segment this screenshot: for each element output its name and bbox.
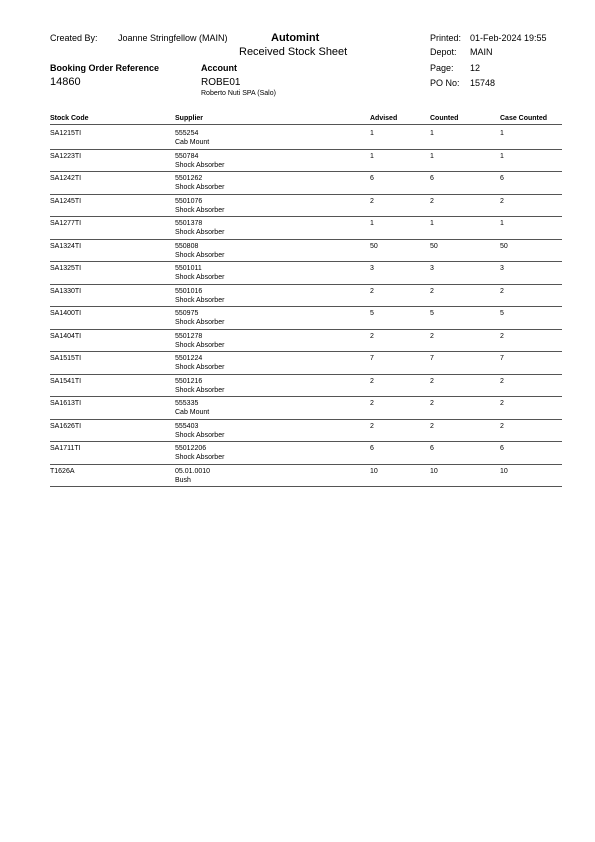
stock-code: SA1626TI <box>50 422 82 430</box>
part-description: Shock Absorber <box>175 206 225 214</box>
counted-qty: 2 <box>430 400 434 407</box>
table-row <box>50 397 562 420</box>
advised-qty: 7 <box>370 355 374 362</box>
col-header-supplier: Supplier <box>175 115 204 122</box>
part-description: Shock Absorber <box>175 296 225 304</box>
part-description: Shock Absorber <box>175 251 225 259</box>
stock-code: SA1242TI <box>50 175 82 182</box>
counted-qty: 1 <box>430 130 434 137</box>
depot-label: Depot: <box>430 47 457 57</box>
po-label: PO No: <box>430 78 460 88</box>
part-description: Shock Absorber <box>175 364 225 371</box>
stock-code: SA1711TI <box>50 445 81 452</box>
part-description: Bush <box>175 476 191 484</box>
printed-label: Printed: <box>430 33 462 43</box>
company-name: Automint <box>271 32 320 44</box>
depot-value: MAIN <box>470 47 493 57</box>
account-name: Roberto Nuti SPA (Salo) <box>201 90 276 97</box>
table-row <box>50 150 562 173</box>
part-description: Shock Absorber <box>175 386 225 394</box>
stock-code: SA1277TI <box>50 220 82 227</box>
table-row <box>50 262 562 285</box>
account-label: Account <box>201 63 237 73</box>
case-counted-qty: 50 <box>500 242 508 250</box>
case-counted-qty: 6 <box>500 175 504 182</box>
supplier-code: 5501378 <box>175 220 203 227</box>
advised-qty: 2 <box>370 197 374 205</box>
table-row <box>50 420 562 443</box>
table-row <box>50 465 562 488</box>
counted-qty: 6 <box>430 175 434 182</box>
case-counted-qty: 1 <box>500 220 504 227</box>
advised-qty: 10 <box>370 467 378 475</box>
stock-code: SA1245TI <box>50 197 82 205</box>
po-value: 15748 <box>470 78 496 88</box>
advised-qty: 6 <box>370 175 374 182</box>
part-description: Shock Absorber <box>175 341 225 349</box>
advised-qty: 3 <box>370 265 374 272</box>
advised-qty: 2 <box>370 287 374 295</box>
supplier-code: 555254 <box>175 130 199 137</box>
stock-code: SA1215TI <box>50 130 82 137</box>
part-description: Shock Absorber <box>175 454 225 461</box>
part-description: Shock Absorber <box>175 274 225 281</box>
account-value: ROBE01 <box>201 77 241 88</box>
case-counted-qty: 10 <box>500 467 508 475</box>
advised-qty: 1 <box>370 130 374 137</box>
part-description: Shock Absorber <box>175 161 225 169</box>
case-counted-qty: 7 <box>500 355 504 362</box>
part-description: Shock Absorber <box>175 229 225 236</box>
table-row <box>50 240 562 263</box>
part-description: Cab Mount <box>175 139 210 146</box>
case-counted-qty: 2 <box>500 197 504 205</box>
counted-qty: 2 <box>430 287 434 295</box>
col-header-advised: Advised <box>370 115 398 122</box>
advised-qty: 1 <box>370 220 374 227</box>
col-header-case-counted: Case Counted <box>500 115 548 122</box>
supplier-code: 5501224 <box>175 355 203 362</box>
counted-qty: 50 <box>430 242 438 250</box>
stock-code: SA1541TI <box>50 377 82 385</box>
advised-qty: 5 <box>370 310 374 317</box>
supplier-code: 5501011 <box>175 265 202 272</box>
supplier-cell <box>175 422 224 440</box>
report-title: Received Stock Sheet <box>239 46 348 58</box>
counted-qty: 2 <box>430 197 434 205</box>
table-row <box>50 442 562 465</box>
case-counted-qty: 3 <box>500 265 504 272</box>
case-counted-qty: 2 <box>500 287 504 295</box>
stock-code: SA1515TI <box>50 355 82 362</box>
case-counted-qty: 2 <box>500 422 504 430</box>
supplier-code: 555335 <box>175 400 199 407</box>
table-row <box>50 195 562 218</box>
counted-qty: 2 <box>430 422 434 430</box>
counted-qty: 7 <box>430 355 434 362</box>
supplier-cell <box>175 332 224 350</box>
stock-code: SA1400TI <box>50 310 82 317</box>
created-by-value: Joanne Stringfellow (MAIN) <box>118 33 228 43</box>
supplier-cell <box>175 309 224 327</box>
stock-table-body <box>50 127 562 487</box>
case-counted-qty: 1 <box>500 152 504 160</box>
advised-qty: 1 <box>370 152 374 160</box>
header-divider <box>50 124 562 125</box>
advised-qty: 2 <box>370 332 374 340</box>
stock-code: SA1223TI <box>50 152 82 160</box>
printed-value: 01-Feb-2024 19:55 <box>470 33 547 43</box>
supplier-code: 5501076 <box>175 197 203 205</box>
case-counted-qty: 1 <box>500 130 504 137</box>
supplier-cell <box>175 174 224 192</box>
supplier-cell <box>175 152 224 170</box>
table-row <box>50 307 562 330</box>
supplier-cell <box>175 129 209 147</box>
supplier-code: 550784 <box>175 152 199 160</box>
table-row <box>50 285 562 308</box>
supplier-code: 550975 <box>175 310 199 317</box>
supplier-code: 550808 <box>175 242 199 250</box>
part-description: Shock Absorber <box>175 319 225 326</box>
stock-code: SA1330TI <box>50 287 82 295</box>
supplier-cell <box>175 399 209 417</box>
supplier-cell <box>175 197 224 215</box>
case-counted-qty: 5 <box>500 310 504 317</box>
part-description: Cab Mount <box>175 409 210 416</box>
supplier-cell <box>175 287 224 305</box>
supplier-cell <box>175 219 224 237</box>
supplier-code: 5501216 <box>175 377 203 385</box>
stock-code: SA1325TI <box>50 265 82 272</box>
booking-order-value: 14860 <box>50 76 81 88</box>
counted-qty: 1 <box>430 220 434 227</box>
created-by-label: Created By: <box>50 33 98 43</box>
stock-code: SA1404TI <box>50 332 82 340</box>
case-counted-qty: 6 <box>500 445 504 452</box>
part-description: Shock Absorber <box>175 184 225 191</box>
advised-qty: 2 <box>370 422 374 430</box>
counted-qty: 3 <box>430 265 434 272</box>
case-counted-qty: 2 <box>500 332 504 340</box>
table-row <box>50 127 562 150</box>
counted-qty: 6 <box>430 445 434 452</box>
counted-qty: 1 <box>430 152 434 160</box>
stock-code: SA1613TI <box>50 400 82 407</box>
col-header-stock-code: Stock Code <box>50 115 89 122</box>
counted-qty: 10 <box>430 467 438 475</box>
table-row <box>50 375 562 398</box>
counted-qty: 5 <box>430 310 434 317</box>
supplier-cell <box>175 242 224 260</box>
part-description: Shock Absorber <box>175 431 225 439</box>
advised-qty: 2 <box>370 377 374 385</box>
col-header-counted: Counted <box>430 115 459 122</box>
supplier-code: 5501278 <box>175 332 203 340</box>
booking-order-label: Booking Order Reference <box>50 63 160 73</box>
advised-qty: 50 <box>370 242 378 250</box>
supplier-cell <box>175 264 224 282</box>
counted-qty: 2 <box>430 377 434 385</box>
supplier-code: 5501262 <box>175 175 203 182</box>
table-row <box>50 352 562 375</box>
counted-qty: 2 <box>430 332 434 340</box>
supplier-code: 5501016 <box>175 287 203 295</box>
supplier-cell <box>175 444 224 462</box>
stock-code: SA1324TI <box>50 242 82 250</box>
page-value: 12 <box>470 63 481 73</box>
supplier-cell <box>175 467 210 485</box>
advised-qty: 6 <box>370 445 374 452</box>
page-label: Page: <box>430 63 454 73</box>
table-row <box>50 172 562 195</box>
table-row <box>50 330 562 353</box>
supplier-code: 55012206 <box>175 445 207 452</box>
advised-qty: 2 <box>370 400 374 407</box>
supplier-cell <box>175 377 224 395</box>
stock-code: T1626A <box>50 467 75 475</box>
case-counted-qty: 2 <box>500 377 504 385</box>
supplier-cell <box>175 354 224 372</box>
table-row <box>50 217 562 240</box>
case-counted-qty: 2 <box>500 400 504 407</box>
supplier-code: 05.01.0010 <box>175 467 211 475</box>
supplier-code: 555403 <box>175 422 199 430</box>
